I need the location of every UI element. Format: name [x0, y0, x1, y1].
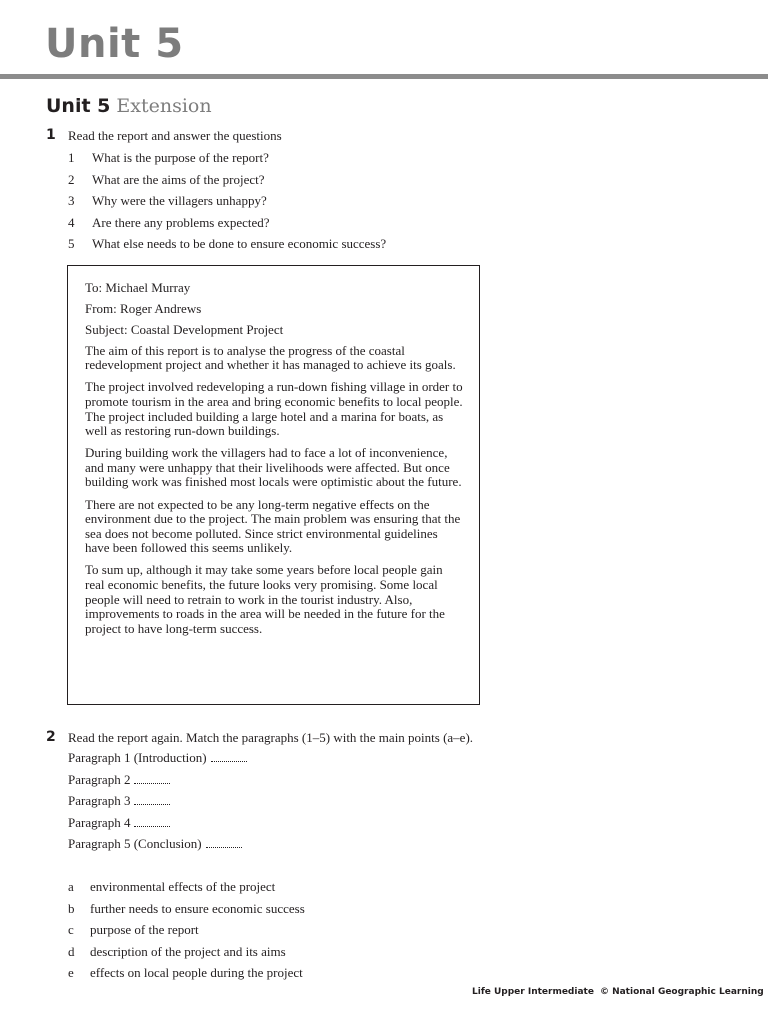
- item-number: 1: [68, 150, 75, 165]
- list-item: [68, 172, 386, 194]
- list-item: [68, 750, 247, 772]
- item-text: What else needs to be done to ensure economic success?: [92, 236, 387, 251]
- report-paragraph-1: The aim of this report is to analyse the progress of the coastal redevelopment project and whether it has managed to achieve its goals.: [85, 342, 456, 373]
- answer-blank[interactable]: [211, 752, 247, 762]
- footer: [472, 987, 764, 997]
- item-text: Are there any problems expected?: [92, 214, 270, 230]
- question-1-number: 1: [46, 127, 56, 143]
- unit-header: Unit 5: [45, 21, 184, 67]
- question-2-instruction: Read the report again. Match the paragraphs (1–5) with the main points (a–e).: [68, 730, 474, 745]
- report-from: From: Roger Andrews: [85, 300, 202, 316]
- item-text: Why were the villagers unhappy?: [92, 193, 267, 208]
- report-paragraph-2: The project involved redeveloping a run-down fishing village in order to promote tourism in the area and bring economic benefits to local people. The project included building a large hotel and a marina for boats, as well as restoring run-down buildings.: [85, 379, 463, 439]
- question-2-number: 2: [46, 729, 56, 745]
- list-item: [68, 215, 386, 237]
- paragraph-label: Paragraph 5 (Conclusion): [68, 836, 202, 851]
- header-rule: [0, 74, 768, 79]
- point-letter: d: [68, 943, 75, 959]
- point-letter: a: [68, 879, 74, 894]
- item-number: 4: [68, 214, 75, 230]
- question-1-list: [68, 150, 386, 258]
- item-number: 5: [68, 236, 75, 251]
- report-subject: Subject: Coastal Development Project: [85, 321, 284, 337]
- point-text: description of the project and its aims: [90, 943, 286, 959]
- point-letter: e: [68, 965, 74, 980]
- report-paragraph-5: To sum up, although it may take some years before local people gain real economic benefits, the future looks very promising. Some local people will need to retrain to work in the tourist industry. Also, improvements to roads in the area will be needed in the future for the project to have long-term success.: [85, 562, 445, 636]
- list-item: [68, 193, 386, 215]
- paragraph-label: Paragraph 1 (Introduction): [68, 750, 207, 765]
- question-1-instruction: Read the report and answer the questions: [68, 128, 282, 143]
- answer-blank[interactable]: [206, 838, 242, 848]
- footer-book-title: Life Upper Intermediate: [472, 987, 594, 997]
- section-extension: Extension: [116, 95, 212, 117]
- report-box: [67, 265, 480, 705]
- list-item: [68, 901, 305, 923]
- list-item: [68, 922, 305, 944]
- paragraph-match-list: [68, 750, 247, 858]
- point-letter: c: [68, 922, 74, 937]
- paragraph-label: Paragraph 4: [68, 814, 131, 830]
- point-letter: b: [68, 900, 75, 916]
- item-text: What is the purpose of the report?: [92, 150, 269, 165]
- list-item: [68, 879, 305, 901]
- report-content: [85, 281, 465, 644]
- list-item: [68, 236, 386, 258]
- answer-blank[interactable]: [134, 774, 170, 784]
- point-text: purpose of the report: [90, 922, 199, 937]
- paragraph-label: Paragraph 2: [68, 771, 131, 787]
- list-item: [68, 793, 247, 815]
- paragraph-label: Paragraph 3: [68, 793, 131, 808]
- point-text: further needs to ensure economic success: [90, 900, 305, 916]
- report-paragraph-4: There are not expected to be any long-term negative effects on the environment due to the project. The main problem was ensuring that the sea does not become polluted. Since strict environmental guidelines have been followed this seems unlikely.: [85, 496, 461, 556]
- point-text: environmental effects of the project: [90, 879, 276, 894]
- footer-copyright: © National Geographic Learning: [599, 987, 764, 997]
- item-number: 3: [68, 193, 75, 208]
- list-item: [68, 150, 386, 172]
- report-to: To: Michael Murray: [85, 280, 191, 295]
- section-title: [46, 94, 212, 118]
- list-item: [68, 772, 247, 794]
- report-paragraph-3: During building work the villagers had to face a lot of inconvenience, and many were unhappy that their livelihoods were affected. But once building work was finished most locals were optimistic about the future.: [85, 445, 462, 490]
- section-unit: Unit 5: [46, 95, 111, 117]
- item-text: What are the aims of the project?: [92, 171, 265, 187]
- point-text: effects on local people during the project: [90, 965, 303, 980]
- answer-blank[interactable]: [134, 817, 170, 827]
- list-item: [68, 815, 247, 837]
- list-item: [68, 836, 247, 858]
- item-number: 2: [68, 171, 75, 187]
- answer-blank[interactable]: [134, 795, 170, 805]
- main-points-list: [68, 879, 305, 987]
- list-item: [68, 965, 305, 987]
- list-item: [68, 944, 305, 966]
